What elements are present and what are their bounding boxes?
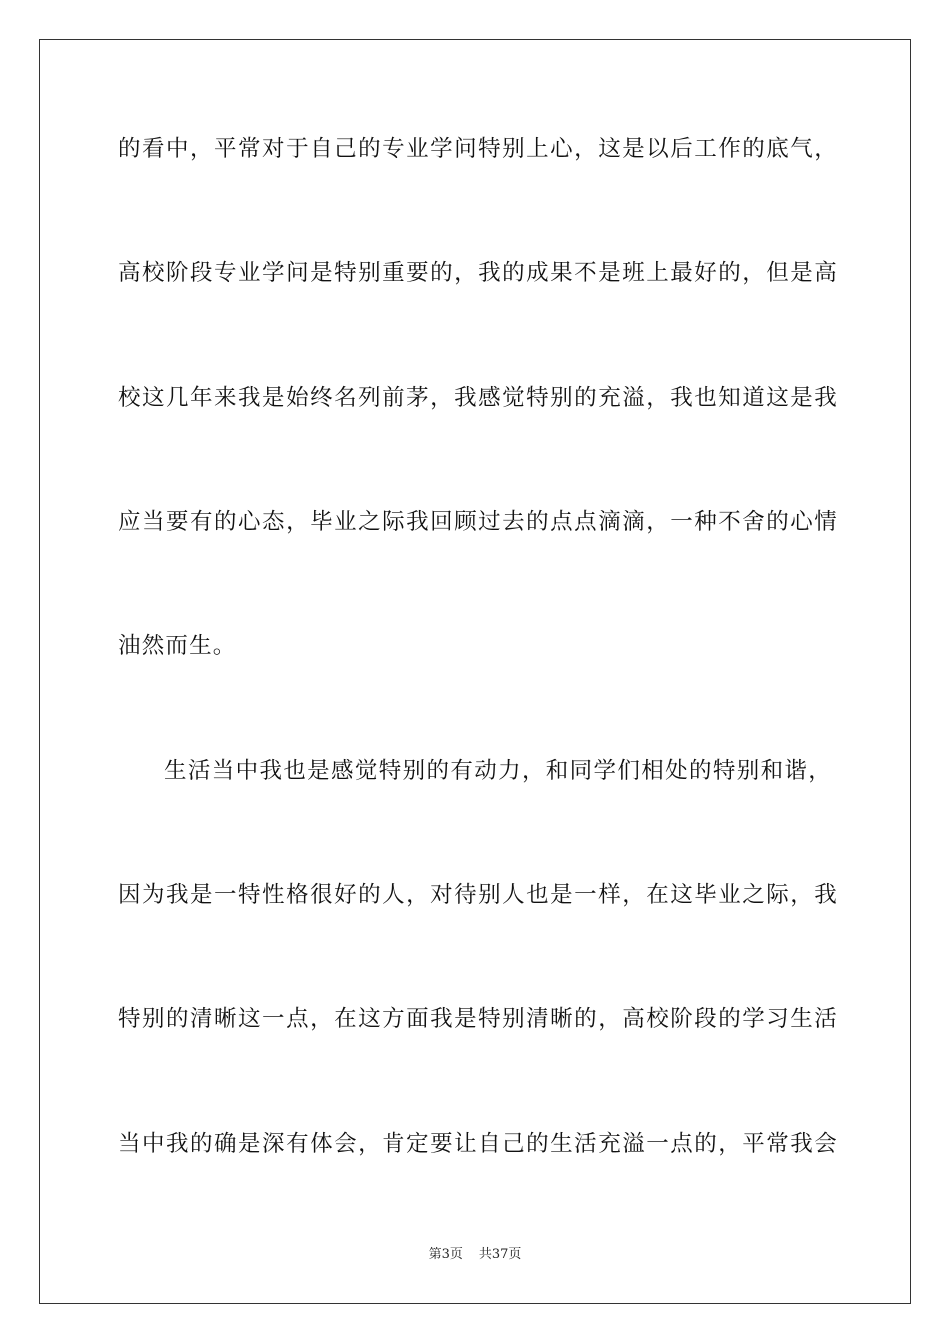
page-total: 共37页 [478, 1247, 522, 1262]
paragraph-line-5: 油然而生。 [118, 633, 237, 659]
paragraph-line-6: 生活当中我也是感觉特别的有动力，和同学们相处的特别和谐， [164, 758, 832, 784]
paragraph-line-1: 的看中，平常对于自己的专业学问特别上心，这是以后工作的底气， [118, 136, 838, 162]
paragraph-line-8: 特别的清晰这一点，在这方面我是特别清晰的，高校阶段的学习生活 [118, 1006, 838, 1032]
paragraph-line-2: 高校阶段专业学问是特别重要的，我的成果不是班上最好的，但是高 [118, 260, 838, 286]
page-footer [0, 1246, 950, 1264]
paragraph-line-9: 当中我的确是深有体会，肯定要让自己的生活充溢一点的，平常我会 [118, 1131, 838, 1157]
page-border [39, 39, 911, 1304]
paragraph-line-4: 应当要有的心态，毕业之际我回顾过去的点点滴滴，一种不舍的心情 [118, 509, 838, 535]
page-number: 第3页 [428, 1247, 463, 1262]
paragraph-line-7: 因为我是一特性格很好的人，对待别人也是一样，在这毕业之际，我 [118, 882, 838, 908]
paragraph-line-3: 校这几年来我是始终名列前茅，我感觉特别的充溢，我也知道这是我 [118, 385, 838, 411]
